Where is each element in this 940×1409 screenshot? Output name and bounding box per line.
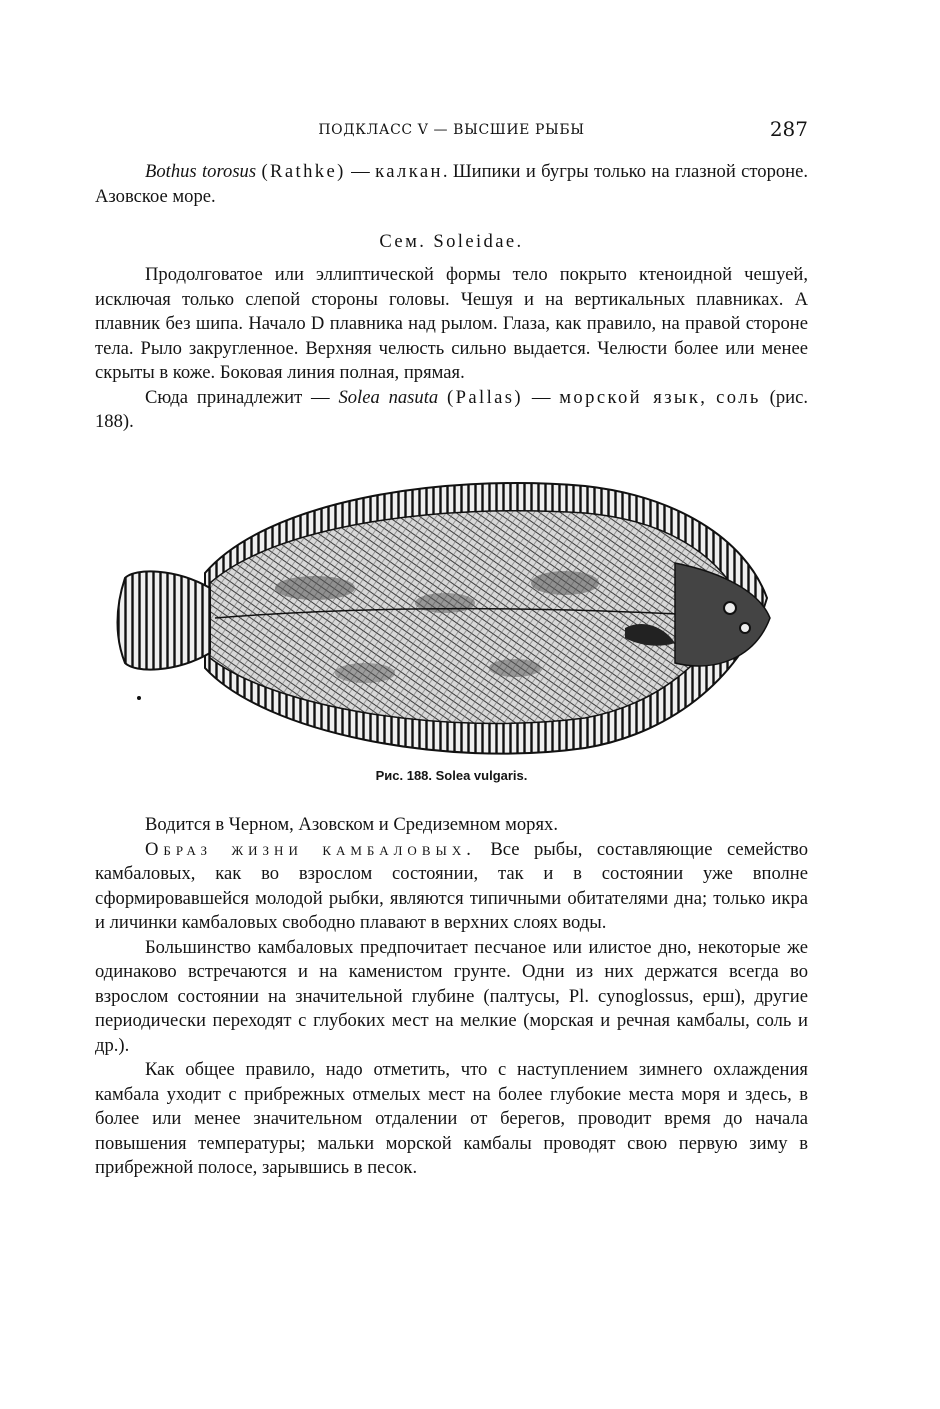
solea-lead: Сюда принадлежит —	[145, 386, 339, 408]
running-head	[95, 118, 808, 142]
bothus-author: (Rathke)	[261, 161, 346, 182]
solea-latin-name: Solea nasuta	[338, 386, 439, 408]
bothus-dash: —	[345, 161, 376, 182]
solea-common-name-2: соль	[716, 386, 761, 408]
habitat-paragraph: Водится в Черном, Азовском и Средиземном морях.	[145, 814, 558, 835]
family-description: Продолговатое или эллиптической формы тело покрыто ктеноидной чешуей, исключая только слепой стороны головы. Чешуя и на вертикальных плавниках. A плавник без шипа. Начало D плавника над рылом. Глаза, как правило, на правой стороне тела. Рыло закругленное. Верхняя челюсть сильно выдается. Челюсти более или менее скрыты в коже. Боковая линия полная, прямая.	[95, 264, 808, 383]
family-description-block	[95, 263, 808, 435]
figure-caption: Рис. 188. Solea vulgaris.	[375, 768, 528, 783]
bothus-latin-name: Bothus torosus	[145, 161, 257, 182]
bothus-description: . Шипики и бугры только на	[442, 161, 670, 182]
solea-dash: —	[523, 386, 560, 408]
bothus-description-line2: глазной стороне. Азовское море.	[95, 161, 809, 207]
family-heading-block	[95, 230, 808, 255]
page-number: 287	[769, 117, 808, 141]
lifestyle-heading: Образ жизни камбаловых.	[145, 838, 476, 860]
sole-fish-illustration	[115, 468, 785, 768]
bothus-entry	[95, 160, 808, 209]
family-heading: Сем. Soleidae.	[379, 231, 524, 252]
majority-paragraph: Большинство камбаловых предпочитает песчаное или илистое дно, некоторые же одинаково встречаются и на каменистом грунте. Одни из них держатся всегда во взрослом состоянии на значительной глубине (палтусы, Pl. cynoglossus, ерш), другие периодически переходят с глубоких мест на мелкие (морская и речная камбалы, соль и др.).	[95, 936, 808, 1056]
solea-author: (Pallas)	[447, 386, 524, 408]
solea-entry	[95, 386, 808, 435]
tail-fin	[118, 571, 211, 669]
fish-eye-icon	[724, 602, 736, 614]
figure-188	[115, 468, 785, 768]
lifestyle-text: Все рыбы, составляющие семейство камбаловых, как во взрослом состоянии, так и в состоянии уже вполне сформировавшейся молодой рыбки, являются типичными обитателями дна; только икра и личинки камбаловых свободно плавают в верхних слоях воды.	[95, 838, 808, 933]
lifestyle-paragraph	[95, 838, 808, 936]
solea-figure-ref: (рис. 188).	[95, 386, 808, 432]
general-rule-paragraph: Как общее правило, надо отметить, что с наступлением зимнего охлаждения камбала уходит с прибрежных отмелых мест на более глубокие места моря и здесь, в более или менее значительном отдалении от берегов, проводит время до начала повышения температуры; мальки морской камбалы проводят свою первую зиму в прибрежной полосе, зарывшись в песок.	[95, 1059, 808, 1178]
bothus-common-name: калкан	[375, 161, 443, 182]
solea-common-name: морской язык,	[559, 386, 708, 408]
running-title: ПОДКЛАСС V — ВЫСШИЕ РЫБЫ	[318, 122, 585, 138]
main-text-block	[95, 813, 808, 1181]
